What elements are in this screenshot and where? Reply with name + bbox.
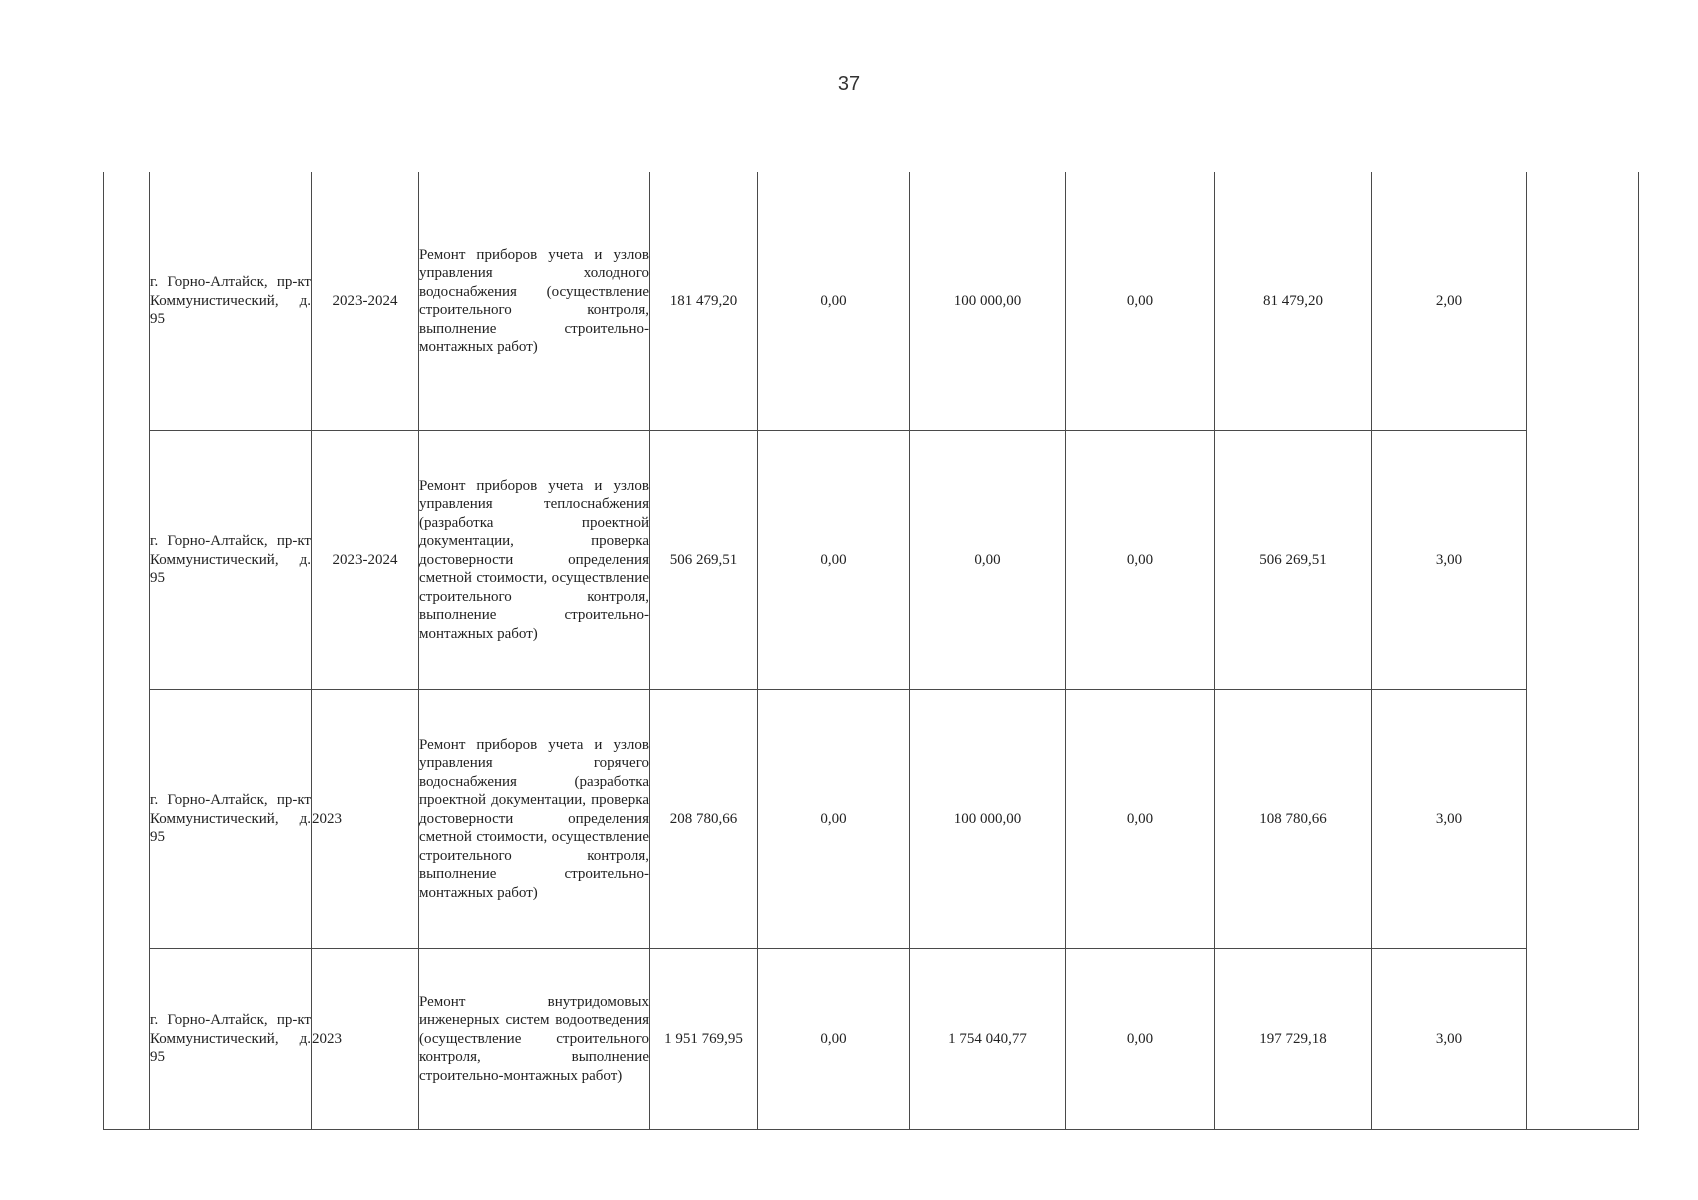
total-cost-cell: 1 951 769,95 bbox=[650, 949, 758, 1130]
value-cell-e: 2,00 bbox=[1372, 172, 1527, 431]
table-row bbox=[104, 172, 1639, 431]
address-cell: г. Горно-Алтайск, пр-кт Коммунистический, д. 95 bbox=[150, 431, 312, 690]
value-cell-e: 3,00 bbox=[1372, 690, 1527, 949]
total-cost-cell: 181 479,20 bbox=[650, 172, 758, 431]
table-row bbox=[104, 949, 1639, 1130]
address-cell: г. Горно-Алтайск, пр-кт Коммунистический, д. 95 bbox=[150, 172, 312, 431]
work-description-cell: Ремонт приборов учета и узлов управления холодного водоснабжения (осуществление строительного контроля, выполнение строительно-монтажных работ) bbox=[419, 172, 650, 431]
work-description-cell: Ремонт приборов учета и узлов управления теплоснабжения (разработка проектной документации, проверка достоверности определения сметной стоимости, осуществление строительного контроля, выполнение строительно-монтажных работ) bbox=[419, 431, 650, 690]
amount-cell-b: 0,00 bbox=[910, 431, 1066, 690]
amount-cell-d: 81 479,20 bbox=[1215, 172, 1372, 431]
work-description-cell: Ремонт приборов учета и узлов управления горячего водоснабжения (разработка проектной документации, проверка достоверности определения сметной стоимости, осуществление строительного контроля, выполнение строительно-монтажных работ) bbox=[419, 690, 650, 949]
amount-cell-a: 0,00 bbox=[758, 172, 910, 431]
table-row bbox=[104, 690, 1639, 949]
amount-cell-c: 0,00 bbox=[1066, 690, 1215, 949]
address-cell: г. Горно-Алтайск, пр-кт Коммунистический, д. 95 bbox=[150, 690, 312, 949]
period-cell: 2023 bbox=[312, 690, 419, 949]
total-cost-cell: 506 269,51 bbox=[650, 431, 758, 690]
total-cost-cell: 208 780,66 bbox=[650, 690, 758, 949]
amount-cell-d: 506 269,51 bbox=[1215, 431, 1372, 690]
amount-cell-b: 100 000,00 bbox=[910, 690, 1066, 949]
merged-notes-cell bbox=[1527, 172, 1639, 1130]
amount-cell-a: 0,00 bbox=[758, 690, 910, 949]
amount-cell-b: 100 000,00 bbox=[910, 172, 1066, 431]
amount-cell-b: 1 754 040,77 bbox=[910, 949, 1066, 1130]
value-cell-e: 3,00 bbox=[1372, 949, 1527, 1130]
address-cell: г. Горно-Алтайск, пр-кт Коммунистический, д. 95 bbox=[150, 949, 312, 1130]
value-cell-e: 3,00 bbox=[1372, 431, 1527, 690]
works-table-container bbox=[103, 172, 1638, 1128]
amount-cell-a: 0,00 bbox=[758, 949, 910, 1130]
amount-cell-c: 0,00 bbox=[1066, 172, 1215, 431]
amount-cell-c: 0,00 bbox=[1066, 949, 1215, 1130]
work-description-cell: Ремонт внутридомовых инженерных систем водоотведения (осуществление строительного контроля, выполнение строительно-монтажных работ) bbox=[419, 949, 650, 1130]
amount-cell-c: 0,00 bbox=[1066, 431, 1215, 690]
amount-cell-d: 108 780,66 bbox=[1215, 690, 1372, 949]
page-number: 37 bbox=[837, 73, 861, 95]
period-cell: 2023-2024 bbox=[312, 172, 419, 431]
amount-cell-a: 0,00 bbox=[758, 431, 910, 690]
merged-number-cell bbox=[104, 172, 150, 1130]
period-cell: 2023 bbox=[312, 949, 419, 1130]
table-row bbox=[104, 431, 1639, 690]
works-table bbox=[103, 172, 1639, 1130]
period-cell: 2023-2024 bbox=[312, 431, 419, 690]
amount-cell-d: 197 729,18 bbox=[1215, 949, 1372, 1130]
